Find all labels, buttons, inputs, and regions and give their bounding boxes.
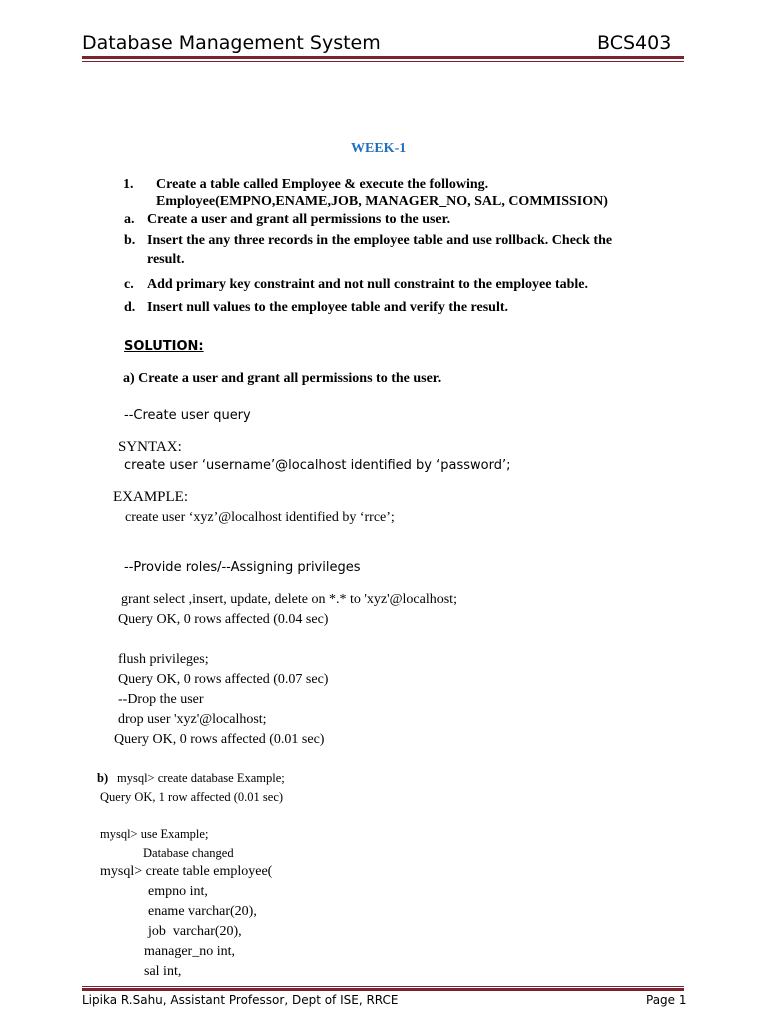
column-sal: sal int, <box>144 964 182 979</box>
footer-rule-thick <box>82 988 684 991</box>
item-d-text: Insert null values to the employee table and verify the result. <box>147 300 508 315</box>
drop-line: drop user 'xyz'@localhost; <box>118 712 267 727</box>
header-rule-thick <box>82 56 684 59</box>
question-number: 1. <box>123 177 134 192</box>
use-result: Database changed <box>143 846 234 860</box>
part-a-heading: a) Create a user and grant all permissions to the user. <box>123 371 442 386</box>
grant-line: grant select ,insert, update, delete on *.* to 'xyz'@localhost; <box>121 592 457 607</box>
column-job: job varchar(20), <box>148 924 242 939</box>
syntax-label: SYNTAX: <box>118 439 182 455</box>
footer-rule-thin <box>82 986 684 987</box>
header-course-code: BCS403 <box>597 32 672 54</box>
column-ename: ename varchar(20), <box>148 904 257 919</box>
footer-page-number: Page 1 <box>646 993 687 1007</box>
header-rule-thin <box>82 61 684 62</box>
use-line: mysql> use Example; <box>100 827 209 841</box>
item-a-text: Create a user and grant all permissions to the user. <box>147 212 451 227</box>
item-c-text: Add primary key constraint and not null constraint to the employee table. <box>147 277 588 292</box>
item-b-text-line-2: result. <box>147 252 185 267</box>
question-line-1: Create a table called Employee & execute the following. <box>156 177 489 192</box>
comment-roles: --Provide roles/--Assigning privileges <box>124 560 361 575</box>
example-label: EXAMPLE: <box>113 489 188 505</box>
header-title: Database Management System <box>82 32 381 54</box>
solution-label: SOLUTION: <box>124 339 204 354</box>
footer-author: Lipika R.Sahu, Assistant Professor, Dept of ISE, RRCE <box>82 993 399 1007</box>
flush-line: flush privileges; <box>118 652 209 667</box>
week-heading: WEEK-1 <box>351 141 407 156</box>
drop-result: Query OK, 0 rows affected (0.01 sec) <box>114 732 325 747</box>
create-db-line: mysql> create database Example; <box>117 771 285 785</box>
grant-result: Query OK, 0 rows affected (0.04 sec) <box>118 612 329 627</box>
create-db-result: Query OK, 1 row affected (0.01 sec) <box>100 790 284 804</box>
flush-result: Query OK, 0 rows affected (0.07 sec) <box>118 672 329 687</box>
column-empno: empno int, <box>148 884 208 899</box>
item-a-marker: a. <box>124 212 135 227</box>
comment-drop: --Drop the user <box>118 692 204 707</box>
column-manager-no: manager_no int, <box>144 944 235 959</box>
item-b-text-line-1: Insert the any three records in the employee table and use rollback. Check the <box>147 233 613 248</box>
syntax-line: create user ‘username’@localhost identified by ‘password’; <box>124 458 511 473</box>
question-line-2: Employee(EMPNO,ENAME,JOB, MANAGER_NO, SAL, COMMISSION) <box>156 194 608 209</box>
item-c-marker: c. <box>124 277 134 292</box>
item-d-marker: d. <box>124 300 136 315</box>
comment-create-user: --Create user query <box>124 408 251 423</box>
part-b-marker: b) <box>97 771 109 785</box>
example-line: create user ‘xyz’@localhost identified by ‘rrce’; <box>125 510 395 525</box>
create-table-line: mysql> create table employee( <box>100 864 273 879</box>
item-b-marker: b. <box>124 233 136 248</box>
